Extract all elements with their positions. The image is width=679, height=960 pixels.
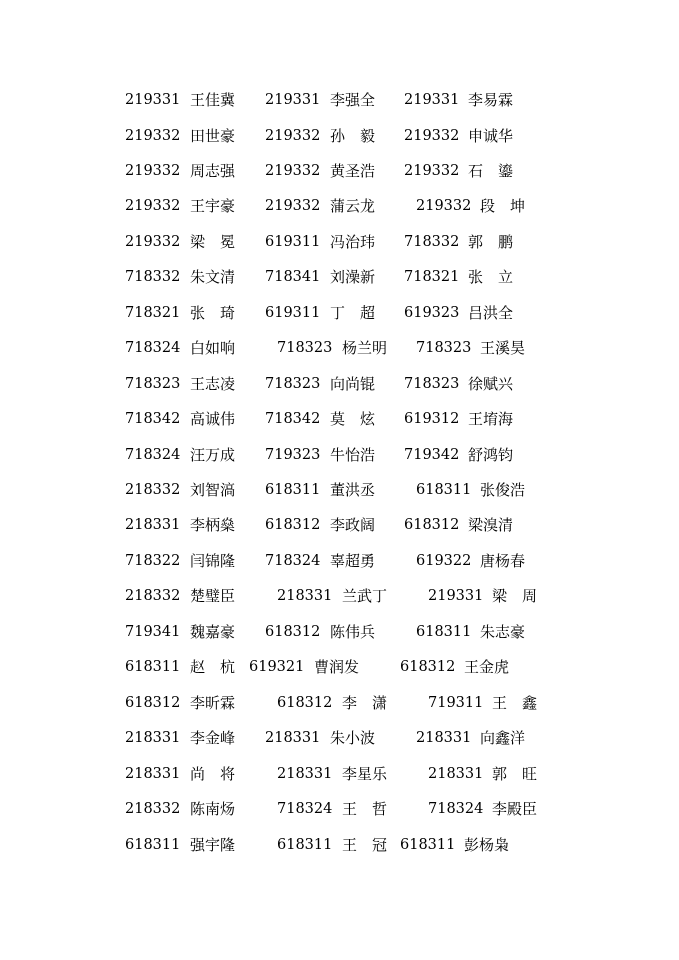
student-name: 张 立 bbox=[468, 268, 514, 287]
student-name: 汪万成 bbox=[190, 445, 236, 464]
class-code: 618311 bbox=[125, 836, 181, 853]
student-name: 李 潇 bbox=[342, 693, 388, 712]
student-name: 李殿臣 bbox=[492, 800, 538, 818]
roster-row bbox=[0, 762, 679, 786]
class-code: 218331 bbox=[416, 730, 472, 747]
class-code: 618312 bbox=[277, 694, 333, 711]
student-name: 王 冠 bbox=[342, 835, 388, 854]
student-name: 梁溴清 bbox=[468, 516, 514, 535]
class-code: 218331 bbox=[125, 730, 181, 747]
class-code: 718323 bbox=[416, 340, 472, 357]
class-code: 719323 bbox=[265, 446, 321, 463]
class-code: 618311 bbox=[416, 623, 472, 640]
student-name: 徐赋兴 bbox=[468, 374, 514, 393]
student-name: 刘智滈 bbox=[190, 481, 236, 499]
student-name: 杨兰明 bbox=[342, 339, 388, 358]
class-code: 619323 bbox=[404, 304, 460, 321]
student-name: 郭 旺 bbox=[492, 764, 538, 783]
class-code: 219332 bbox=[416, 198, 472, 215]
class-code: 718324 bbox=[125, 446, 181, 463]
class-code: 219332 bbox=[265, 198, 321, 215]
student-name: 唐杨春 bbox=[480, 551, 526, 570]
student-name: 强宇隆 bbox=[190, 835, 236, 854]
class-code: 218331 bbox=[428, 765, 484, 782]
student-name: 刘澡新 bbox=[330, 268, 376, 287]
roster-row bbox=[0, 726, 679, 750]
student-name: 吕洪全 bbox=[468, 303, 514, 322]
student-name: 周志强 bbox=[190, 161, 236, 180]
roster-row bbox=[0, 124, 679, 148]
class-code: 218331 bbox=[265, 730, 321, 747]
class-code: 219331 bbox=[428, 588, 484, 605]
class-code: 718323 bbox=[277, 340, 333, 357]
student-name: 申诚华 bbox=[468, 126, 514, 145]
student-name: 孙 毅 bbox=[330, 126, 376, 145]
roster-row bbox=[0, 443, 679, 467]
class-code: 718323 bbox=[125, 375, 181, 392]
student-name: 王 鑫 bbox=[492, 693, 538, 712]
class-code: 219332 bbox=[125, 233, 181, 250]
roster-row bbox=[0, 265, 679, 289]
roster-row bbox=[0, 336, 679, 360]
student-name: 朱志豪 bbox=[480, 622, 526, 641]
roster-row bbox=[0, 584, 679, 608]
class-code: 618312 bbox=[404, 517, 460, 534]
class-code: 619321 bbox=[249, 659, 305, 676]
class-code: 718324 bbox=[277, 801, 333, 817]
student-name: 舒鸿钧 bbox=[468, 445, 514, 464]
roster-row bbox=[0, 230, 679, 254]
student-name: 朱文清 bbox=[190, 268, 236, 287]
class-code: 718341 bbox=[265, 269, 321, 286]
student-name: 丁 超 bbox=[330, 303, 376, 322]
student-name: 兰武丁 bbox=[342, 587, 388, 606]
student-name: 李强全 bbox=[330, 91, 376, 109]
student-name: 白如响 bbox=[190, 339, 236, 358]
roster-row bbox=[0, 549, 679, 573]
class-code: 718324 bbox=[125, 340, 181, 357]
roster-row bbox=[0, 833, 679, 857]
student-name: 石 鎏 bbox=[468, 161, 514, 180]
class-code: 618312 bbox=[265, 623, 321, 640]
class-code: 619311 bbox=[265, 233, 321, 250]
student-name: 李昕霖 bbox=[190, 693, 236, 712]
student-name: 莫 炫 bbox=[330, 410, 376, 429]
class-code: 618312 bbox=[265, 517, 321, 534]
class-code: 219332 bbox=[125, 127, 181, 144]
class-code: 718321 bbox=[125, 304, 181, 321]
class-code: 218331 bbox=[277, 765, 333, 782]
student-name: 黄圣浩 bbox=[330, 161, 376, 180]
student-name: 蒲云龙 bbox=[330, 197, 376, 216]
class-code: 218332 bbox=[125, 588, 181, 605]
student-name: 冯治玮 bbox=[330, 232, 376, 251]
class-code: 618311 bbox=[416, 482, 472, 498]
student-name: 李柄燊 bbox=[190, 516, 236, 535]
student-name: 王堉海 bbox=[468, 410, 514, 429]
roster-row bbox=[0, 478, 679, 502]
class-code: 219332 bbox=[125, 198, 181, 215]
student-name: 李金峰 bbox=[190, 729, 236, 748]
roster-row bbox=[0, 372, 679, 396]
class-code: 718324 bbox=[265, 552, 321, 569]
student-name: 辜超勇 bbox=[330, 551, 376, 570]
student-name: 闫锦隆 bbox=[190, 551, 236, 570]
roster-row bbox=[0, 159, 679, 183]
class-code: 718323 bbox=[404, 375, 460, 392]
student-name: 陈伟兵 bbox=[330, 622, 376, 641]
roster-row bbox=[0, 691, 679, 715]
class-code: 618311 bbox=[400, 836, 456, 853]
student-name: 彭杨枭 bbox=[464, 835, 510, 854]
class-code: 218331 bbox=[277, 588, 333, 605]
student-name: 牛怡浩 bbox=[330, 445, 376, 464]
student-name: 王宇豪 bbox=[190, 197, 236, 216]
class-code: 718332 bbox=[404, 233, 460, 250]
roster-row bbox=[0, 797, 679, 821]
student-name: 王 哲 bbox=[342, 800, 388, 818]
student-name: 田世豪 bbox=[190, 126, 236, 145]
student-name: 张 琦 bbox=[190, 303, 236, 322]
student-name: 梁 周 bbox=[492, 587, 538, 606]
class-code: 219332 bbox=[265, 127, 321, 144]
student-name: 楚璧臣 bbox=[190, 587, 236, 606]
class-code: 718342 bbox=[265, 411, 321, 428]
roster-row bbox=[0, 513, 679, 537]
class-code: 719311 bbox=[428, 694, 484, 711]
student-name: 赵 杭 bbox=[190, 658, 236, 677]
student-name: 李政阔 bbox=[330, 516, 376, 535]
roster-row bbox=[0, 655, 679, 679]
class-code: 219332 bbox=[404, 127, 460, 144]
roster-row bbox=[0, 620, 679, 644]
class-code: 219332 bbox=[265, 162, 321, 179]
class-code: 719342 bbox=[404, 446, 460, 463]
class-code: 219331 bbox=[404, 92, 460, 108]
student-name: 向鑫洋 bbox=[480, 729, 526, 748]
class-code: 618311 bbox=[265, 482, 321, 498]
student-name: 王金虎 bbox=[464, 658, 510, 677]
class-code: 219331 bbox=[125, 92, 181, 108]
class-code: 618311 bbox=[125, 659, 181, 676]
student-name: 王志凌 bbox=[190, 374, 236, 393]
class-code: 718324 bbox=[428, 801, 484, 817]
student-name: 郭 鹏 bbox=[468, 232, 514, 251]
student-name: 王溪昊 bbox=[480, 339, 526, 358]
class-code: 219332 bbox=[404, 162, 460, 179]
student-name: 董洪丞 bbox=[330, 481, 376, 499]
roster-row bbox=[0, 407, 679, 431]
class-code: 219332 bbox=[125, 162, 181, 179]
class-code: 618312 bbox=[125, 694, 181, 711]
student-name: 朱小波 bbox=[330, 729, 376, 748]
class-code: 218331 bbox=[125, 765, 181, 782]
student-name: 尚 将 bbox=[190, 764, 236, 783]
roster-row bbox=[0, 301, 679, 325]
student-name: 陈南炀 bbox=[190, 800, 236, 818]
class-code: 718332 bbox=[125, 269, 181, 286]
student-name: 曹润发 bbox=[314, 658, 360, 677]
student-name: 向尚锟 bbox=[330, 374, 376, 393]
class-code: 618312 bbox=[400, 659, 456, 676]
class-code: 619312 bbox=[404, 411, 460, 428]
class-code: 219331 bbox=[265, 92, 321, 108]
student-name: 王佳冀 bbox=[190, 91, 236, 109]
class-code: 218332 bbox=[125, 482, 181, 498]
class-code: 719341 bbox=[125, 623, 181, 640]
class-code: 718342 bbox=[125, 411, 181, 428]
student-name: 魏嘉豪 bbox=[190, 622, 236, 641]
class-code: 718321 bbox=[404, 269, 460, 286]
class-code: 619322 bbox=[416, 552, 472, 569]
roster-row bbox=[0, 88, 679, 112]
roster-row bbox=[0, 194, 679, 218]
student-name: 梁 冕 bbox=[190, 232, 236, 251]
class-code: 619311 bbox=[265, 304, 321, 321]
class-code: 718323 bbox=[265, 375, 321, 392]
class-code: 618311 bbox=[277, 836, 333, 853]
student-name: 张俊浩 bbox=[480, 481, 526, 499]
class-code: 218332 bbox=[125, 801, 181, 817]
student-name: 李星乐 bbox=[342, 764, 388, 783]
student-name: 李易霖 bbox=[468, 91, 514, 109]
class-code: 718322 bbox=[125, 552, 181, 569]
student-name: 段 坤 bbox=[480, 197, 526, 216]
student-name: 高诚伟 bbox=[190, 410, 236, 429]
class-code: 218331 bbox=[125, 517, 181, 534]
